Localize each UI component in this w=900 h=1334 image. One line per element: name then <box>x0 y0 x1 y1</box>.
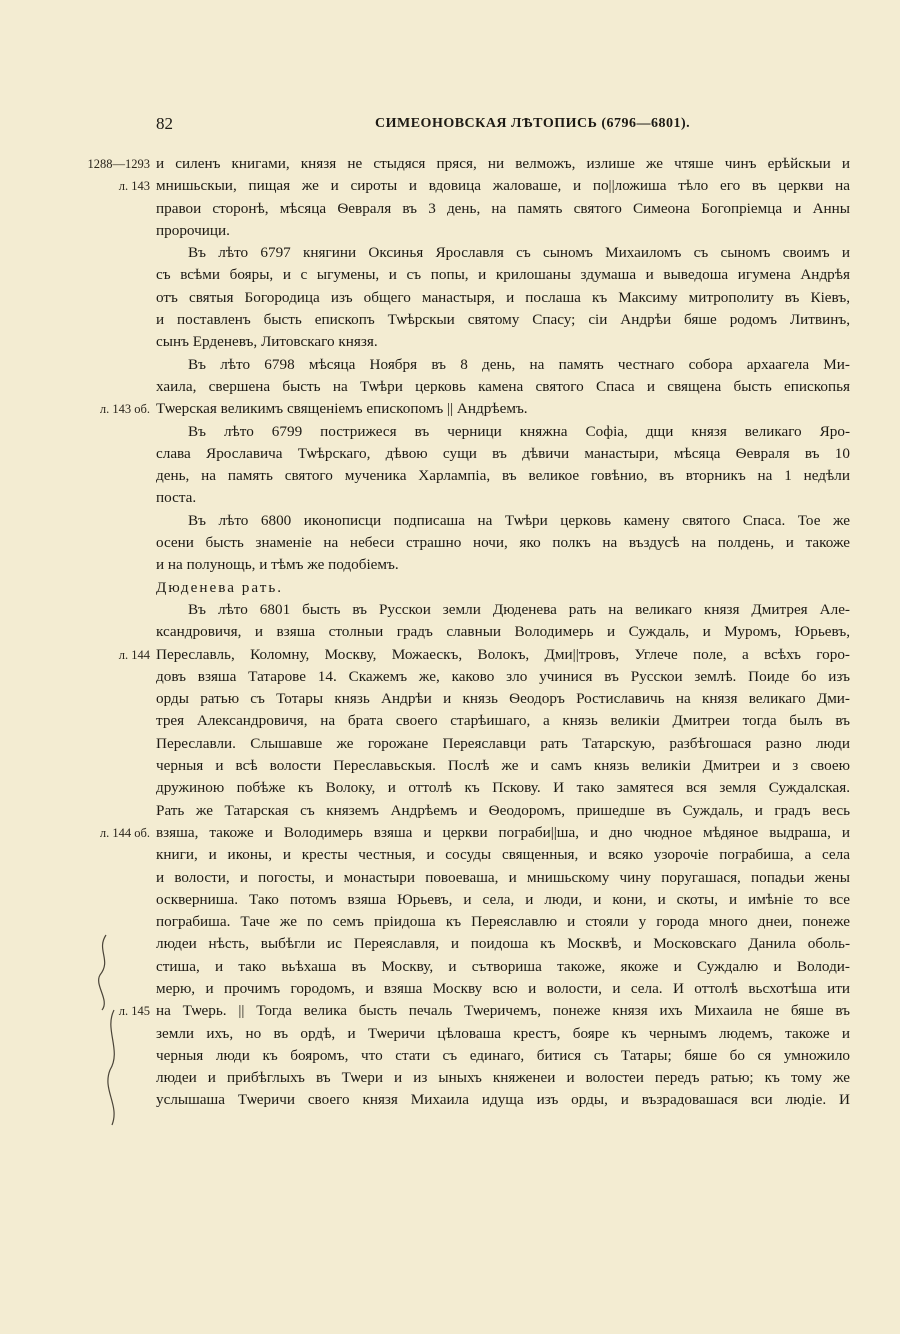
text-line <box>0 889 900 911</box>
line-text: мнишьскыи, пищая же и сироты и вдовица жаловаше, и по||ложиша тѣло его въ церкви на <box>156 177 850 195</box>
line-text: пограбиша. Таче же по семъ пріидоша къ Переяславлю и стояли у города много днеи, понеже <box>156 913 850 931</box>
text-line <box>0 376 900 398</box>
line-text: слава Ярославича Тѡѣрскаго, дѣвою сущи въ дѣвичи манастыри, мѣсяца Ѳевраля въ 10 <box>156 444 850 462</box>
text-line <box>0 242 900 264</box>
line-text: Тѡерская великимъ священіемъ епископомъ || Андрѣемъ. <box>156 400 528 418</box>
line-text: людеи нѣсть, выбѣгли ис Переяславля, и поидоша къ Москвѣ, и Московскаго Данила оболь- <box>156 935 850 953</box>
line-text: стиша, и тако вьѣхаша въ Москву, и сътвориша такоже, якоже и Суждалю и Володи- <box>156 957 850 975</box>
text-line <box>0 465 900 487</box>
line-text: черныя и всѣ волости Переславьскыя. Послѣ же и самъ князь великіи Дмитреи и з своею <box>156 757 850 775</box>
text-line <box>0 487 900 509</box>
text-line <box>0 1089 900 1111</box>
line-text: Въ лѣто 6800 иконописци подписаша на Тѡѣри церковь камену святого Спаса. Тое же <box>188 511 850 529</box>
text-line <box>0 398 900 420</box>
line-text: трея Александровичя, на брата своего старѣишаго, а князь великіи Дмитреи тогда былъ въ <box>156 712 850 730</box>
text-line <box>0 443 900 465</box>
text-line <box>0 421 900 443</box>
line-text: оскверниша. Тако потомъ взяша Юрьевъ, и села, и люди, и кони, и скоты, и имѣніе то все <box>156 890 850 908</box>
line-text: орды ратью съ Тотары князь Андрѣи и князь Ѳеодоръ Ростиславичь на князя великаго Дми- <box>156 690 850 708</box>
line-text: ксандровичя, и взяша столныи градъ славныи Володимерь и Суждаль, и Муромъ, Юрьевъ, <box>156 623 850 641</box>
line-text: Въ лѣто 6797 княгини Оксинья Ярославля съ сыномъ Михаиломъ съ сыномъ своимъ и <box>188 244 850 262</box>
line-text: пророчици. <box>156 221 230 239</box>
text-line <box>0 175 900 197</box>
text-line <box>0 153 900 175</box>
text-line <box>0 710 900 732</box>
margin-note: л. 143 <box>118 179 150 194</box>
line-text: черныя люди къ бояромъ, что стати съ единаго, битися съ Татары; бяше бо ся умножило <box>156 1046 850 1064</box>
line-text: сынъ Ерденевъ, Литовскаго князя. <box>156 333 378 351</box>
text-line <box>0 532 900 554</box>
text-line <box>0 264 900 286</box>
text-line <box>0 666 900 688</box>
line-text: и силенъ книгами, князя не стыдяся пряся, ни велможъ, излише же чтяше чинъ ерѣйскыи и <box>156 155 850 172</box>
page-number: 82 <box>156 114 173 133</box>
text-line <box>0 287 900 309</box>
text-line <box>0 1023 900 1045</box>
text-line <box>0 309 900 331</box>
line-text: Переславли. Слышавше же горожане Переяславци рать Татарскую, разбѣгошася разно люди <box>156 734 850 752</box>
line-text: Дюденева рать. <box>156 578 284 596</box>
chronicle-text <box>0 153 900 1112</box>
text-line <box>0 867 900 889</box>
line-text: съ всѣми бояры, и с ыгумены, и съ попы, и крилошаны здумаша и выведоша игумена Андрѣя <box>156 266 850 284</box>
line-text: услышаша Тѡеричи своего князя Михаила идуща изъ орды, и възрадовашася вси людіе. И <box>156 1091 850 1109</box>
line-text: на Тѡерь. || Тогда велика бысть печаль Тѡеричемъ, понеже князя ихъ Михаила не бяше въ <box>156 1002 850 1020</box>
line-text: день, на память святого мученика Харлампіа, въ великое говѣнио, въ вторникъ на 1 недѣли <box>156 467 850 485</box>
line-text: Въ лѣто 6798 мѣсяца Ноября въ 8 день, на память честнаго собора архаагела Ми- <box>188 355 850 373</box>
line-text: и на полунощь, и тѣмъ же подобіемъ. <box>156 556 399 574</box>
handwritten-bracket-mark <box>92 930 122 1130</box>
text-line <box>0 621 900 643</box>
line-text: взяша, такоже и Володимерь взяша и церкви пограби||ша, и дно чюдное мѣдяное выдраша, и <box>156 823 850 841</box>
line-text: осени бысть знаменіе на небеси страшно ночи, яко полкъ на въздусѣ на полдень, и такоже <box>156 534 850 552</box>
text-line <box>0 777 900 799</box>
text-line <box>0 911 900 933</box>
margin-note: л. 145 <box>118 1004 150 1019</box>
text-line <box>0 644 900 666</box>
line-text: дружиною побѣже къ Волоку, и оттолѣ къ Пскову. И тако замятеся вся земля Суждалская. <box>156 779 850 797</box>
line-text: Рать же Татарская съ княземъ Андрѣемъ и Ѳеодоромъ, пришедше въ Суждаль, и градъ весь <box>156 801 850 819</box>
text-line <box>0 1045 900 1067</box>
text-line <box>0 331 900 353</box>
line-text: хаила, свершена бысть на Тѡѣри церковь камена святого Спаса и священа бысть епископья <box>156 377 850 395</box>
line-text: правои сторонѣ, мѣсяца Ѳевраля въ 3 день, на память святого Симеона Богопріемца и Анны <box>156 199 850 217</box>
text-line <box>0 1067 900 1089</box>
line-text: и поставленъ бысть епископъ Тѡѣрскыи святому Спасу; сіи Андрѣи бяше родомъ Литвинъ, <box>156 311 850 329</box>
line-text: довъ взяша Татарове 14. Скажемъ же, каково зло учинися въ Русскои землѣ. Поиде бо изъ <box>156 667 850 685</box>
line-text: Переславль, Коломну, Москву, Можаескъ, Волокъ, Дми||тровъ, Углече поле, а всѣхъ горо- <box>156 645 850 663</box>
text-line <box>0 599 900 621</box>
text-line <box>0 1000 900 1022</box>
line-text: земли ихъ, но въ ордѣ, и Тѡеричи цѣловаша крестъ, бояре къ чернымъ людемъ, такоже и <box>156 1024 850 1042</box>
margin-note: 1288—1293 <box>87 157 150 171</box>
line-text: отъ святыя Богородица изъ общего манастыря, и послаша къ Максиму митрополиту въ Кіевъ, <box>156 288 850 306</box>
text-line <box>0 510 900 532</box>
line-text: Въ лѣто 6799 пострижеся въ черници княжна Софіа, дщи князя великаго Яро- <box>188 422 850 440</box>
margin-note: л. 144 об. <box>99 825 150 840</box>
text-line <box>0 755 900 777</box>
text-line <box>0 688 900 710</box>
text-line <box>0 822 900 844</box>
text-line <box>0 354 900 376</box>
text-line <box>0 933 900 955</box>
margin-note: л. 143 об. <box>99 402 150 417</box>
text-line <box>0 844 900 866</box>
running-title: СИМЕОНОВСКАЯ ЛѢТОПИСЬ (6796—6801). <box>375 116 691 131</box>
line-text: Въ лѣто 6801 бысть въ Русскои земли Дюденева рать на великаго князя Дмитрея Але- <box>188 600 850 618</box>
line-text: мерю, и прочимъ городомъ, и взяша Москву всю и волости, и села. И оттолѣ вьсхотѣша ити <box>156 979 850 997</box>
page-header <box>0 114 900 138</box>
margin-note: л. 144 <box>118 647 150 662</box>
text-line <box>0 956 900 978</box>
text-line <box>0 577 900 599</box>
line-text: и волости, и погосты, и монастыри повоеваша, и мнишьскому чину поругашася, попадьи жены <box>156 868 850 886</box>
text-line <box>0 198 900 220</box>
text-line <box>0 978 900 1000</box>
text-line <box>0 220 900 242</box>
line-text: поста. <box>156 489 197 507</box>
text-line <box>0 733 900 755</box>
line-text: людеи и прибѣглыхъ въ Тѡери и из ыныхъ княженеи и волостеи передъ ратью; къ тому же <box>156 1069 850 1087</box>
text-line <box>0 800 900 822</box>
text-line <box>0 554 900 576</box>
line-text: книги, и иконы, и кресты честныя, и сосуды священныя, и всяко узорочіе пограбиша, а села <box>156 846 850 864</box>
